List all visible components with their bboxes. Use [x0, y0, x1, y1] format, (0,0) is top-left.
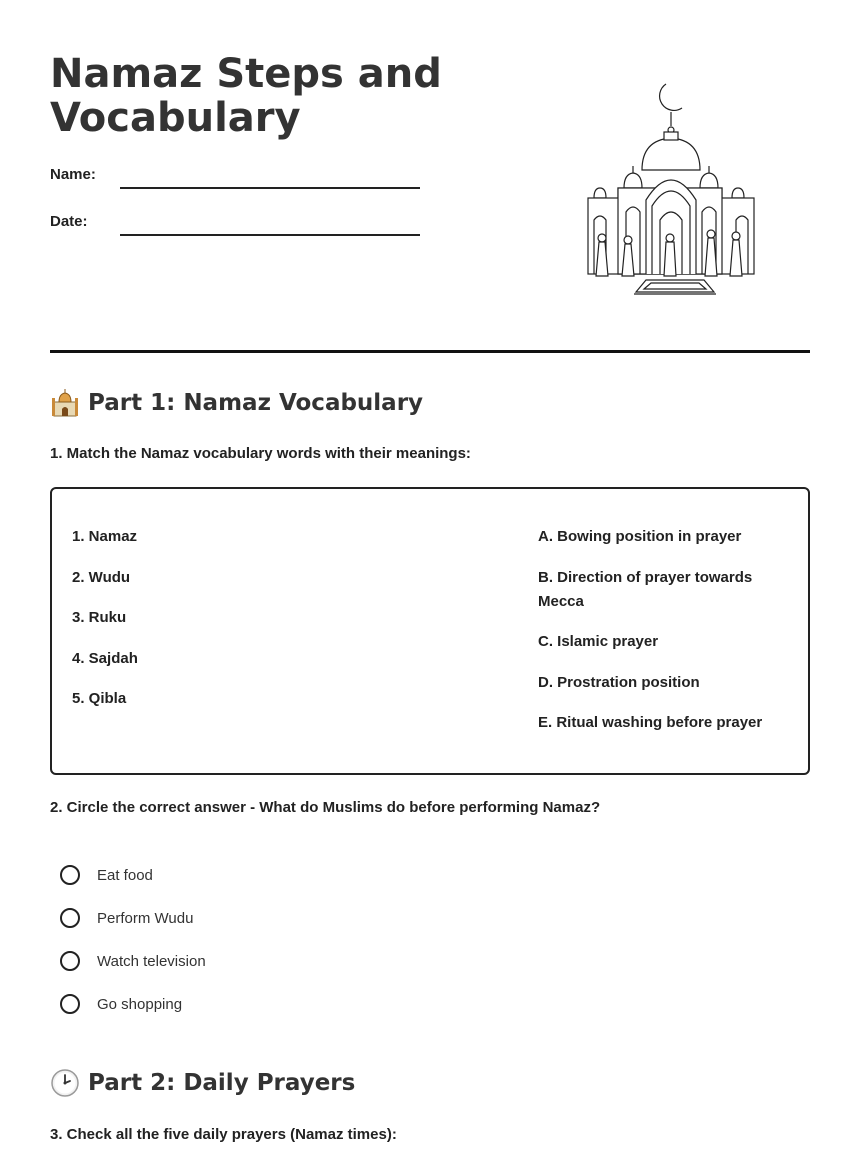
- meaning-item[interactable]: D. Prostration position: [538, 673, 700, 691]
- section-divider: [50, 350, 810, 353]
- matching-box: [50, 487, 810, 775]
- date-label: Date:: [50, 213, 88, 230]
- radio-button[interactable]: [60, 865, 80, 885]
- option-label: Perform Wudu: [97, 909, 194, 927]
- part2-heading: [50, 1068, 355, 1098]
- meaning-item[interactable]: E. Ritual washing before prayer: [538, 714, 763, 731]
- radio-button[interactable]: [60, 951, 80, 971]
- option-label: Go shopping: [97, 995, 183, 1013]
- name-label: Name:: [50, 166, 96, 183]
- part2-heading-text: Part 2: Daily Prayers: [88, 1070, 356, 1096]
- question-2-prompt: 2. Circle the correct answer - What do Muslims do before performing Namaz?: [50, 799, 601, 816]
- clock-emoji-icon: [50, 1068, 80, 1098]
- mosque-emoji-icon: [50, 388, 80, 418]
- meaning-item[interactable]: B. Direction of prayer towards Mecca: [538, 568, 753, 610]
- date-field[interactable]: [120, 234, 420, 236]
- answer-option-go-shopping[interactable]: [60, 994, 182, 1014]
- mosque-with-worshippers-icon: [580, 80, 760, 312]
- meaning-item[interactable]: C. Islamic prayer: [538, 633, 659, 650]
- answer-option-perform-wudu[interactable]: [60, 908, 193, 928]
- answer-option-eat-food[interactable]: [60, 865, 153, 885]
- meaning-item[interactable]: A. Bowing position in prayer: [538, 528, 742, 545]
- vocab-word[interactable]: 1. Namaz: [72, 528, 138, 545]
- radio-button[interactable]: [60, 908, 80, 928]
- page-title: Namaz Steps and Vocabulary: [50, 51, 442, 141]
- vocab-word[interactable]: 5. Qibla: [72, 690, 127, 707]
- vocab-word[interactable]: 3. Ruku: [72, 609, 127, 626]
- radio-button[interactable]: [60, 994, 80, 1014]
- option-label: Eat food: [97, 866, 153, 884]
- question-3-prompt: 3. Check all the five daily prayers (Namaz times):: [50, 1126, 397, 1143]
- part1-heading-text: Part 1: Namaz Vocabulary: [88, 390, 424, 416]
- meanings-list: [538, 525, 788, 752]
- part1-heading: [50, 388, 423, 418]
- answer-option-watch-television[interactable]: [60, 951, 206, 971]
- vocab-word[interactable]: 2. Wudu: [72, 568, 131, 586]
- vocabulary-words-list: [72, 525, 138, 728]
- name-field[interactable]: [120, 187, 420, 189]
- option-label: Watch television: [97, 952, 206, 970]
- vocab-word[interactable]: 4. Sajdah: [72, 649, 138, 667]
- question-1-prompt: 1. Match the Namaz vocabulary words with their meanings:: [50, 445, 471, 462]
